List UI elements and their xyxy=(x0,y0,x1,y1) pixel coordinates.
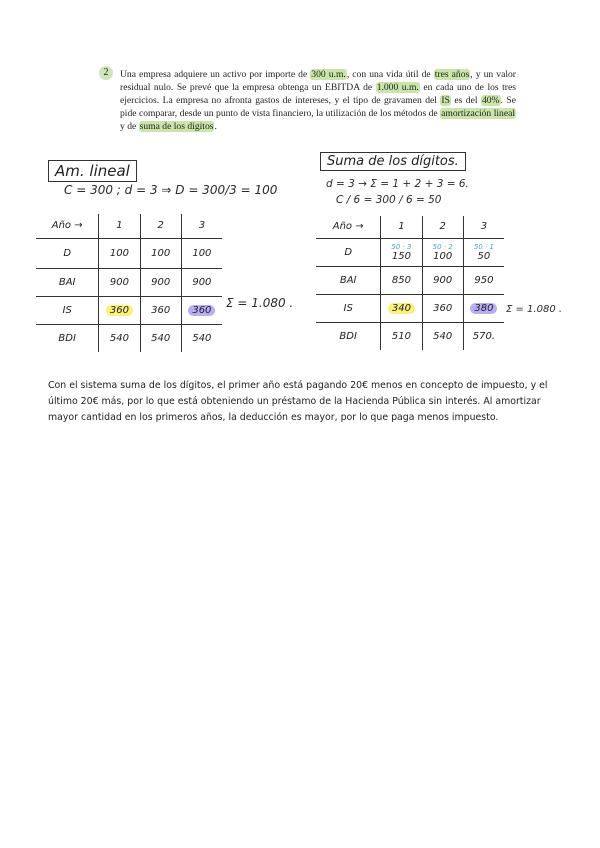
answer-paragraph: Con el sistema suma de los dígitos, el primer año está pagando 20€ menos en concepto de impuesto, y el último 20€ más, por lo que está obteniendo un préstamo de la Hacienda Pública sin interés. Al amortizar mayor cantidad en los primeros años, la deducción es mayor, por lo que paga menos impuesto. xyxy=(48,380,548,423)
table-cell: 950 xyxy=(463,266,504,294)
problem-statement xyxy=(120,68,516,133)
problem-text: es del xyxy=(450,95,481,106)
problem-text: . Se pide comparar, desde un punto de vista financiero, la utilización de los métodos de xyxy=(120,95,516,119)
table-cell: 850 xyxy=(381,266,422,294)
digitos-formula-1: d = 3 → Σ = 1 + 2 + 3 = 6. xyxy=(326,178,469,190)
digitos-formula-2: C / 6 = 300 / 6 = 50 xyxy=(336,194,442,206)
is-year3-mark: 360 xyxy=(188,305,215,316)
table-row xyxy=(36,238,222,268)
highlight-life: tres años xyxy=(434,69,470,80)
table-row xyxy=(316,322,504,350)
problem-text: y de xyxy=(120,121,139,132)
table-header: 1 xyxy=(99,214,140,238)
digitos-title: Suma de los dígitos. xyxy=(320,152,466,171)
table-header: Año → xyxy=(36,214,99,238)
table-cell: 100 xyxy=(140,238,181,268)
table-row xyxy=(316,238,504,266)
table-header: 2 xyxy=(422,216,463,238)
table-header: 2 xyxy=(140,214,181,238)
table-cell xyxy=(381,238,422,266)
table-row xyxy=(36,268,222,296)
problem-text: , y un valor residual nulo. Se prevé que la empresa obtenga un EBITDA de xyxy=(120,69,516,93)
is-year1-mark: 360 xyxy=(106,305,133,316)
table-cell: 540 xyxy=(422,322,463,350)
problem-text: en cada uno de los tres ejercicios. La empresa no afronta gastos de intereses, y el tipo de gravamen del xyxy=(120,82,516,106)
cell-value: 50 xyxy=(477,250,491,262)
table-cell xyxy=(181,296,222,324)
table-cell: 540 xyxy=(99,324,140,352)
table-row xyxy=(36,324,222,352)
table-row xyxy=(316,266,504,294)
digitos-table xyxy=(316,216,504,350)
table-header: Año → xyxy=(316,216,381,238)
table-cell: 100 xyxy=(181,238,222,268)
table-cell: 360 xyxy=(140,296,181,324)
calc-note: 50 · 3 xyxy=(391,242,412,251)
calc-note: 50 · 2 xyxy=(432,242,453,251)
table-cell xyxy=(99,296,140,324)
row-label: IS xyxy=(316,294,381,322)
digitos-sum: Σ = 1.080 . xyxy=(506,304,563,315)
lineal-formula: C = 300 ; d = 3 ⇒ D = 300/3 = 100 xyxy=(64,183,278,197)
table-header: 3 xyxy=(181,214,222,238)
highlight-amount: 300 u.m. xyxy=(311,69,346,80)
cell-value: 100 xyxy=(433,250,453,262)
table-cell: 540 xyxy=(140,324,181,352)
lineal-table xyxy=(36,214,222,352)
table-cell xyxy=(422,238,463,266)
table-header: 1 xyxy=(381,216,422,238)
table-row xyxy=(316,294,504,322)
table-cell: 900 xyxy=(99,268,140,296)
table-cell: 510 xyxy=(381,322,422,350)
lineal-title: Am. lineal xyxy=(48,160,137,182)
table-header: 3 xyxy=(463,216,504,238)
row-label: D xyxy=(36,238,99,268)
highlight-rate: 40% xyxy=(481,95,500,106)
is-year3-mark: 380 xyxy=(470,303,497,314)
cell-value: 150 xyxy=(391,250,411,262)
table-cell xyxy=(463,238,504,266)
row-label: D xyxy=(316,238,381,266)
table-cell: 360 xyxy=(422,294,463,322)
table-cell: 900 xyxy=(140,268,181,296)
table-cell xyxy=(381,294,422,322)
row-label: BAI xyxy=(316,266,381,294)
highlight-lineal: amortización lineal xyxy=(441,108,516,119)
table-cell: 900 xyxy=(181,268,222,296)
problem-text: Una empresa adquiere un activo por importe de xyxy=(120,69,311,80)
problem-text: , con una vida útil de xyxy=(346,69,434,80)
table-row xyxy=(36,296,222,324)
lineal-sum: Σ = 1.080 . xyxy=(226,296,294,310)
highlight-ebitda: 1.000 u.m. xyxy=(376,82,419,93)
row-label: BDI xyxy=(36,324,99,352)
highlight-digitos: suma de los dígitos xyxy=(139,121,214,132)
highlight-is: IS xyxy=(441,95,450,106)
table-cell: 540 xyxy=(181,324,222,352)
table-cell: 100 xyxy=(99,238,140,268)
question-number: 2 xyxy=(99,66,113,80)
table-cell: 570. xyxy=(463,322,504,350)
is-year1-mark: 340 xyxy=(388,303,415,314)
row-label: BAI xyxy=(36,268,99,296)
row-label: IS xyxy=(36,296,99,324)
problem-text: . xyxy=(214,121,217,132)
row-label: BDI xyxy=(316,322,381,350)
calc-note: 50 · 1 xyxy=(473,242,494,251)
table-cell xyxy=(463,294,504,322)
table-cell: 900 xyxy=(422,266,463,294)
